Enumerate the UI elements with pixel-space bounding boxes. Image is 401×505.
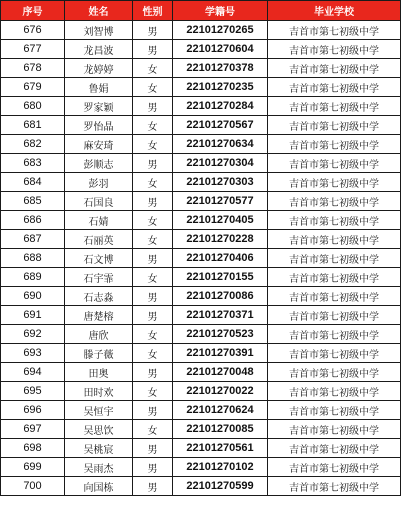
- cell-gender: 男: [133, 192, 173, 211]
- cell-no: 676: [1, 21, 65, 40]
- table-row: [1, 78, 401, 97]
- cell-no: 683: [1, 154, 65, 173]
- cell-gender: 女: [133, 230, 173, 249]
- cell-no: 689: [1, 268, 65, 287]
- table-row: [1, 268, 401, 287]
- cell-gender: 男: [133, 477, 173, 496]
- table-row: [1, 363, 401, 382]
- header-school: 毕业学校: [268, 1, 401, 21]
- cell-gender: 女: [133, 420, 173, 439]
- cell-no: 697: [1, 420, 65, 439]
- cell-gender: 男: [133, 401, 173, 420]
- cell-school: 吉首市第七初级中学: [268, 59, 401, 78]
- cell-student-id: 22101270022: [173, 382, 268, 401]
- cell-student-id: 22101270405: [173, 211, 268, 230]
- cell-school: 吉首市第七初级中学: [268, 154, 401, 173]
- cell-name: 唐楚榕: [65, 306, 133, 325]
- cell-no: 679: [1, 78, 65, 97]
- table-row: [1, 135, 401, 154]
- cell-no: 688: [1, 249, 65, 268]
- cell-no: 685: [1, 192, 65, 211]
- cell-no: 690: [1, 287, 65, 306]
- cell-gender: 女: [133, 325, 173, 344]
- cell-school: 吉首市第七初级中学: [268, 382, 401, 401]
- cell-gender: 女: [133, 135, 173, 154]
- cell-school: 吉首市第七初级中学: [268, 477, 401, 496]
- cell-student-id: 22101270523: [173, 325, 268, 344]
- cell-name: 石丽英: [65, 230, 133, 249]
- cell-school: 吉首市第七初级中学: [268, 287, 401, 306]
- cell-school: 吉首市第七初级中学: [268, 230, 401, 249]
- cell-school: 吉首市第七初级中学: [268, 401, 401, 420]
- cell-school: 吉首市第七初级中学: [268, 192, 401, 211]
- cell-name: 鲁娟: [65, 78, 133, 97]
- table-row: [1, 192, 401, 211]
- cell-name: 刘智博: [65, 21, 133, 40]
- cell-gender: 男: [133, 97, 173, 116]
- cell-school: 吉首市第七初级中学: [268, 306, 401, 325]
- cell-name: 吴思饮: [65, 420, 133, 439]
- cell-no: 678: [1, 59, 65, 78]
- cell-name: 彭顺志: [65, 154, 133, 173]
- cell-school: 吉首市第七初级中学: [268, 325, 401, 344]
- table-row: [1, 116, 401, 135]
- cell-school: 吉首市第七初级中学: [268, 97, 401, 116]
- cell-name: 石国良: [65, 192, 133, 211]
- cell-school: 吉首市第七初级中学: [268, 40, 401, 59]
- table-row: [1, 344, 401, 363]
- cell-no: 692: [1, 325, 65, 344]
- cell-gender: 男: [133, 40, 173, 59]
- cell-no: 680: [1, 97, 65, 116]
- cell-student-id: 22101270406: [173, 249, 268, 268]
- cell-gender: 男: [133, 249, 173, 268]
- cell-no: 681: [1, 116, 65, 135]
- cell-name: 罗怡晶: [65, 116, 133, 135]
- cell-no: 684: [1, 173, 65, 192]
- cell-no: 687: [1, 230, 65, 249]
- cell-student-id: 22101270371: [173, 306, 268, 325]
- table-row: [1, 173, 401, 192]
- cell-school: 吉首市第七初级中学: [268, 78, 401, 97]
- cell-student-id: 22101270102: [173, 458, 268, 477]
- cell-gender: 男: [133, 439, 173, 458]
- table-row: [1, 40, 401, 59]
- cell-school: 吉首市第七初级中学: [268, 363, 401, 382]
- cell-name: 龙婷婷: [65, 59, 133, 78]
- table-row: [1, 420, 401, 439]
- table-row: [1, 211, 401, 230]
- cell-gender: 男: [133, 287, 173, 306]
- cell-school: 吉首市第七初级中学: [268, 21, 401, 40]
- cell-name: 唐欣: [65, 325, 133, 344]
- cell-gender: 女: [133, 78, 173, 97]
- cell-gender: 男: [133, 306, 173, 325]
- cell-school: 吉首市第七初级中学: [268, 458, 401, 477]
- table-row: [1, 401, 401, 420]
- cell-gender: 男: [133, 363, 173, 382]
- cell-gender: 女: [133, 116, 173, 135]
- cell-gender: 男: [133, 458, 173, 477]
- table-row: [1, 59, 401, 78]
- cell-student-id: 22101270086: [173, 287, 268, 306]
- cell-school: 吉首市第七初级中学: [268, 116, 401, 135]
- cell-school: 吉首市第七初级中学: [268, 249, 401, 268]
- table-row: [1, 458, 401, 477]
- cell-student-id: 22101270284: [173, 97, 268, 116]
- table-row: [1, 21, 401, 40]
- cell-student-id: 22101270085: [173, 420, 268, 439]
- cell-student-id: 22101270048: [173, 363, 268, 382]
- cell-no: 694: [1, 363, 65, 382]
- cell-name: 石宇霏: [65, 268, 133, 287]
- table-row: [1, 249, 401, 268]
- table-row: [1, 230, 401, 249]
- cell-student-id: 22101270567: [173, 116, 268, 135]
- header-name: 姓名: [65, 1, 133, 21]
- cell-student-id: 22101270155: [173, 268, 268, 287]
- cell-student-id: 22101270634: [173, 135, 268, 154]
- cell-no: 691: [1, 306, 65, 325]
- cell-gender: 女: [133, 173, 173, 192]
- cell-no: 699: [1, 458, 65, 477]
- cell-name: 石志淼: [65, 287, 133, 306]
- table-row: [1, 325, 401, 344]
- cell-gender: 女: [133, 268, 173, 287]
- cell-gender: 男: [133, 154, 173, 173]
- cell-name: 吴恒宇: [65, 401, 133, 420]
- cell-student-id: 22101270265: [173, 21, 268, 40]
- cell-name: 滕子薇: [65, 344, 133, 363]
- cell-student-id: 22101270228: [173, 230, 268, 249]
- cell-name: 罗家颖: [65, 97, 133, 116]
- header-student-id: 学籍号: [173, 1, 268, 21]
- cell-student-id: 22101270235: [173, 78, 268, 97]
- cell-no: 698: [1, 439, 65, 458]
- cell-student-id: 22101270304: [173, 154, 268, 173]
- cell-gender: 女: [133, 211, 173, 230]
- cell-no: 682: [1, 135, 65, 154]
- cell-school: 吉首市第七初级中学: [268, 344, 401, 363]
- cell-no: 693: [1, 344, 65, 363]
- cell-name: 田奥: [65, 363, 133, 382]
- cell-name: 龙昌波: [65, 40, 133, 59]
- table-row: [1, 439, 401, 458]
- cell-name: 石文博: [65, 249, 133, 268]
- cell-no: 677: [1, 40, 65, 59]
- cell-no: 696: [1, 401, 65, 420]
- cell-school: 吉首市第七初级中学: [268, 268, 401, 287]
- table-row: [1, 287, 401, 306]
- cell-name: 田时欢: [65, 382, 133, 401]
- cell-school: 吉首市第七初级中学: [268, 420, 401, 439]
- cell-school: 吉首市第七初级中学: [268, 439, 401, 458]
- cell-student-id: 22101270303: [173, 173, 268, 192]
- cell-gender: 女: [133, 382, 173, 401]
- cell-student-id: 22101270378: [173, 59, 268, 78]
- cell-student-id: 22101270599: [173, 477, 268, 496]
- cell-gender: 男: [133, 21, 173, 40]
- cell-gender: 女: [133, 59, 173, 78]
- table-row: [1, 477, 401, 496]
- cell-name: 向国栋: [65, 477, 133, 496]
- cell-name: 彭羽: [65, 173, 133, 192]
- cell-school: 吉首市第七初级中学: [268, 211, 401, 230]
- cell-no: 695: [1, 382, 65, 401]
- header-no: 序号: [1, 1, 65, 21]
- cell-gender: 女: [133, 344, 173, 363]
- cell-student-id: 22101270391: [173, 344, 268, 363]
- cell-student-id: 22101270624: [173, 401, 268, 420]
- table-row: [1, 97, 401, 116]
- cell-no: 686: [1, 211, 65, 230]
- cell-name: 吴桃宸: [65, 439, 133, 458]
- table-row: [1, 306, 401, 325]
- cell-student-id: 22101270577: [173, 192, 268, 211]
- cell-school: 吉首市第七初级中学: [268, 173, 401, 192]
- cell-student-id: 22101270604: [173, 40, 268, 59]
- cell-name: 吴雨杰: [65, 458, 133, 477]
- table-row: [1, 154, 401, 173]
- header-gender: 性别: [133, 1, 173, 21]
- header-row: [1, 1, 401, 21]
- cell-student-id: 22101270561: [173, 439, 268, 458]
- cell-name: 麻安琦: [65, 135, 133, 154]
- cell-name: 石婧: [65, 211, 133, 230]
- cell-school: 吉首市第七初级中学: [268, 135, 401, 154]
- cell-no: 700: [1, 477, 65, 496]
- table-row: [1, 382, 401, 401]
